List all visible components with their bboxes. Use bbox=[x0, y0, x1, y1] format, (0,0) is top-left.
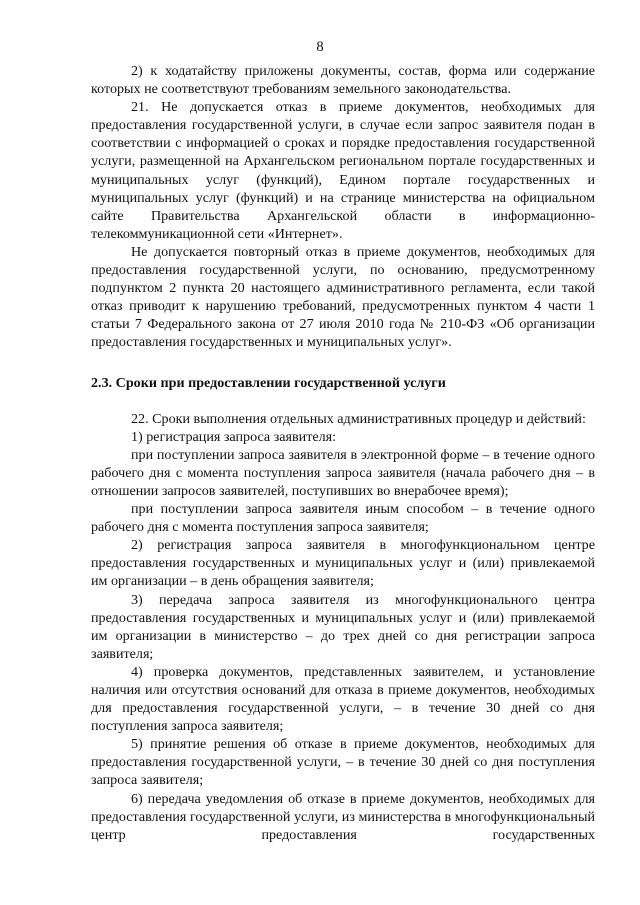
list-item-6: 6) передача уведомления об отказе в приеме документов, необходимых для предоставления государственной услуги, из министерства в многофункциональный центр предоставления государственных bbox=[91, 790, 595, 843]
paragraph-22: 22. Сроки выполнения отдельных административных процедур и действий: bbox=[131, 410, 586, 427]
list-item-1-other: при поступлении запроса заявителя иным способом – в течение одного рабочего дня с момента поступления запроса заявителя; bbox=[91, 501, 595, 536]
section-heading: 2.3. Сроки при предоставлении государственной услуги bbox=[91, 374, 446, 391]
document-body bbox=[91, 62, 595, 844]
list-item-1: 1) регистрация запроса заявителя: bbox=[131, 428, 337, 445]
paragraph-item-2: 2) к ходатайству приложены документы, состав, форма или содержание которых не соответствуют требованиям земельного законодательства. bbox=[91, 63, 595, 98]
paragraph-repeat-refusal: Не допускается повторный отказ в приеме документов, необходимых для предоставления государственной услуги, по основанию, предусмотренному подпунктом 2 пункта 20 настоящего административного регламента, если такой отказ приводит к нарушению требований, предусмотренных пунктом 4 части 1 статьи 7 Федерального закона от 27 июля 2010 года № 210-ФЗ «Об организации предоставления государственных и муниципальных услуг». bbox=[91, 243, 595, 351]
list-item-4: 4) проверка документов, представленных заявителем, и установление наличия или отсутствия оснований для отказа в приеме документов, необходимых для предоставления государственной услуги, – в течение 30 дней со дня поступления запроса заявителя; bbox=[91, 663, 595, 735]
list-item-2: 2) регистрация запроса заявителя в многофункциональном центре предоставления государственных и муниципальных услуг и (или) привлекаемой им организации – в день обращения заявителя; bbox=[91, 537, 595, 590]
page-number: 8 bbox=[316, 39, 324, 55]
list-item-1-electronic: при поступлении запроса заявителя в электронной форме – в течение одного рабочего дня с момента поступления запроса заявителя (начала рабочего дня – в отношении запросов заявителей, поступивших во внерабочее время); bbox=[91, 446, 595, 499]
paragraph-21: 21. Не допускается отказ в приеме документов, необходимых для предоставления государственной услуги, в случае если запрос заявителя подан в соответствии с информацией о сроках и порядке предоставления государственной услуги, размещенной на Архангельском региональном портале государственных и муниципальных услуг (функций), Едином портале государственных и муниципальных услуг (функций) и на странице министерства на официальном сайте Правительства Архангельской области в информационно-телекоммуникационной сети «Интернет». bbox=[91, 99, 595, 242]
list-item-5: 5) принятие решения об отказе в приеме документов, необходимых для предоставления государственной услуги, – в течение 30 дней со дня поступления запроса заявителя; bbox=[91, 736, 595, 789]
list-item-3: 3) передача запроса заявителя из многофункционального центра предоставления государственных и муниципальных услуг и (или) привлекаемой им организации в министерство – до трех дней со дня регистрации запроса заявителя; bbox=[91, 591, 595, 662]
